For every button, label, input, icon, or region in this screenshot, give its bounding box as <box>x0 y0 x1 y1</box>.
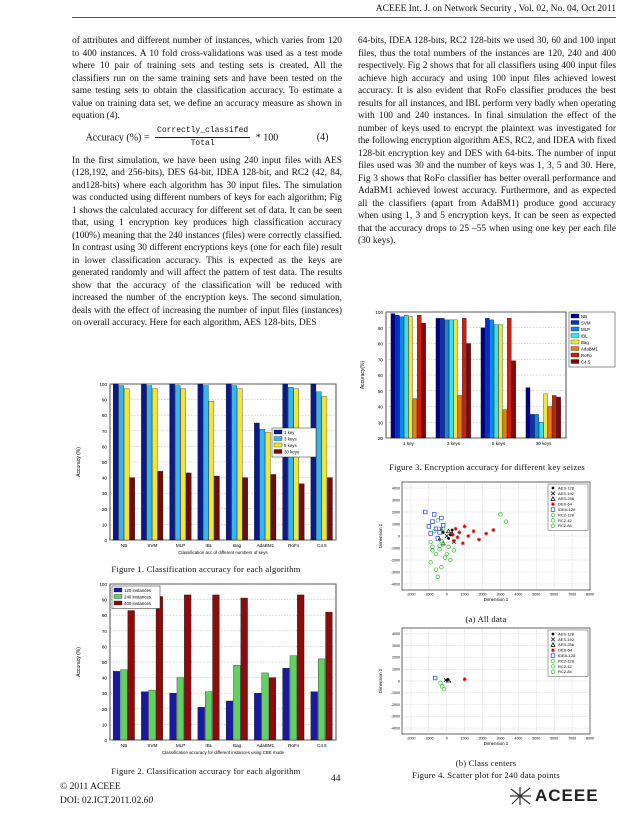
y-tick-label: 4000 <box>392 632 400 637</box>
bar-120-instances-AdaBM1 <box>254 693 261 740</box>
y-tick-label: -2000 <box>390 558 400 563</box>
y-tick-label: 50 <box>101 660 107 665</box>
bar-400-instances-RoFo <box>297 595 304 740</box>
legend-swatch <box>571 347 579 351</box>
x-tick-label: MLP <box>175 743 186 748</box>
figure-4a-scatter <box>376 478 596 608</box>
star-burst-icon <box>508 786 532 806</box>
bar-240-instances-SVM <box>149 690 156 740</box>
legend-entry: RoFo <box>581 352 592 358</box>
bar-240-instances-NB <box>120 670 127 740</box>
y-tick-label: 80 <box>377 341 383 347</box>
equation-rhs: * 100 <box>255 131 279 143</box>
bar-400-instances-IBL <box>213 595 220 740</box>
y-tick-label: 70 <box>101 628 107 634</box>
x-axis-label: Dimension 1 <box>483 597 509 602</box>
y-tick-label: 30 <box>101 491 107 497</box>
bar-MLP-3 keys <box>445 320 449 438</box>
figure-2-caption: Figure 2. Classification accuracy for each algorithm <box>111 766 301 776</box>
equation-fraction <box>155 125 250 151</box>
legend-entry: RC2-84 <box>558 523 572 529</box>
footer-doi-suffix: 60 <box>143 796 154 806</box>
y-tick-label: 4000 <box>392 486 400 491</box>
y-tick-label: -4000 <box>390 582 400 587</box>
footer-doi <box>60 796 153 806</box>
bar-3-keys-C4.5 <box>316 392 321 540</box>
x-tick-label: 7000 <box>568 592 577 597</box>
right-column <box>358 35 616 248</box>
y-tick-label: 60 <box>101 444 107 450</box>
bar-1-key-Bag <box>226 384 231 540</box>
y-tick-label: 20 <box>377 436 383 441</box>
bar-SVM-5 keys <box>485 318 489 438</box>
bar-3-keys-RoFo <box>288 387 293 540</box>
left-column <box>72 35 342 330</box>
bar-5-keys-IBL <box>209 401 214 540</box>
bar-3-keys-IBL <box>203 386 208 540</box>
bar-120-instances-SVM <box>141 692 148 740</box>
x-tick-label: -2000 <box>406 592 416 597</box>
bar-1-key-IBL <box>198 384 203 540</box>
legend-entry: 5 keys <box>284 442 297 448</box>
bar-120-instances-C4.5 <box>311 692 318 740</box>
figure-1-caption: Figure 1. Classification accuracy for each algorithm <box>111 564 301 574</box>
x-tick-label: NB <box>120 743 128 748</box>
bar-3-keys-Bag <box>232 386 237 540</box>
bar-IBL-3 keys <box>449 320 453 438</box>
legend-swatch <box>274 450 282 454</box>
y-tick-label: 3000 <box>392 498 400 503</box>
figure-4b-caption: (b) Class centers <box>455 758 517 768</box>
y-tick-label: 3000 <box>392 643 400 648</box>
legend-entry: 3 keys <box>284 436 297 442</box>
x-tick-label: 1000 <box>460 592 469 597</box>
bar-30-keys-C4.5 <box>327 478 332 540</box>
bar-AdaBM1-1 key <box>413 399 417 438</box>
y-tick-label: 2000 <box>392 510 400 515</box>
x-tick-label: Bag <box>233 743 242 748</box>
x-tick-label: 5 keys <box>491 441 506 446</box>
figure-3-caption: Figure 3. Encryption accuracy for different key seizes <box>389 462 585 472</box>
legend-entry: RC2-42 <box>558 663 572 669</box>
figure-1-chart <box>72 380 340 556</box>
legend-box <box>569 312 615 367</box>
aceee-logo <box>508 786 599 806</box>
bar-1-key-NB <box>113 384 118 540</box>
legend-entry: AES-192 <box>558 490 575 496</box>
figure-4-caption: Figure 4. Scatter plot for 240 data points <box>412 770 560 780</box>
y-tick-label: -2000 <box>390 702 400 707</box>
bar-30-keys-NB <box>130 478 135 540</box>
x-tick-label: 5000 <box>532 592 541 597</box>
footer-doi-text: DOI: 02.ICT.2011.02. <box>60 796 144 806</box>
legend-entry: DES-64 <box>558 647 573 653</box>
equation-number: (4) <box>316 131 329 143</box>
bar-NB-3 keys <box>436 318 440 438</box>
y-tick-label: 2000 <box>392 655 400 660</box>
bar-30-keys-RoFo <box>299 484 304 540</box>
legend-swatch <box>274 430 282 434</box>
y-tick-label: 40 <box>101 475 107 481</box>
x-tick-label: -1000 <box>424 736 434 741</box>
legend-marker <box>552 487 555 490</box>
bar-Bag-1 key <box>409 317 413 438</box>
bar-5-keys-Bag <box>237 389 242 540</box>
bar-C4.5-3 keys <box>467 344 471 439</box>
y-tick-label: 80 <box>101 613 107 619</box>
bar-RoFo-3 keys <box>462 318 466 438</box>
legend-swatch <box>571 327 579 331</box>
y-tick-label: 40 <box>101 675 107 681</box>
y-tick-label: 20 <box>101 706 107 712</box>
legend-entry: AES-128 <box>558 631 575 637</box>
y-tick-label: 1000 <box>392 522 400 527</box>
x-tick-label: 1 key <box>403 441 414 446</box>
y-tick-label: 60 <box>101 644 107 650</box>
legend-entry: AES-256 <box>558 642 575 648</box>
bar-Bag-3 keys <box>454 320 458 438</box>
y-tick-label: 20 <box>101 506 107 512</box>
bar-5-keys-C4.5 <box>322 396 327 540</box>
x-tick-label: 3000 <box>496 736 505 741</box>
bar-400-instances-NB <box>128 611 135 740</box>
bar-SVM-1 key <box>395 315 399 438</box>
x-tick-label: 4000 <box>514 592 523 597</box>
legend-swatch <box>114 588 122 592</box>
legend-entry: MLP <box>581 326 591 332</box>
legend-entry: 400 instances <box>124 600 152 606</box>
x-axis-label: Classification acc of different numbers of keys <box>178 550 268 555</box>
x-axis-label: Classification accuracy for different instances using CBE mode <box>162 750 284 755</box>
y-axis-label: Accuracy(%) <box>360 360 366 390</box>
legend-entry: AES-192 <box>558 636 575 642</box>
x-tick-label: 8000 <box>586 736 594 741</box>
x-tick-label: 30 keys <box>535 441 552 446</box>
x-tick-label: -2000 <box>406 736 416 741</box>
bar-5-keys-AdaBM1 <box>265 432 270 540</box>
bar-240-instances-MLP <box>177 678 184 740</box>
bar-1-key-MLP <box>170 384 175 540</box>
legend-entry: 30 keys <box>284 449 300 455</box>
legend-swatch <box>571 353 579 357</box>
bar-240-instances-C4.5 <box>318 659 325 740</box>
y-tick-label: -1000 <box>390 546 400 551</box>
bar-Bag-30 keys <box>544 394 548 438</box>
figure-4a-caption: (a) All data <box>465 614 507 624</box>
legend-entry: IDEA-128 <box>558 507 576 512</box>
y-axis-label: Dimension 2 <box>378 523 383 549</box>
y-tick-label: 40 <box>377 404 383 410</box>
bar-C4.5-1 key <box>422 323 426 438</box>
x-tick-label: 3 keys <box>446 441 461 446</box>
legend-swatch <box>571 340 579 344</box>
y-axis-label: Accuracy (%) <box>76 647 82 677</box>
equation-numerator: Correctly_classifed <box>155 125 250 139</box>
bar-120-instances-RoFo <box>283 668 290 740</box>
bar-1-key-C4.5 <box>311 384 316 540</box>
x-tick-label: 6000 <box>550 592 559 597</box>
legend-marker <box>552 633 555 636</box>
bar-MLP-30 keys <box>535 414 539 438</box>
bar-400-instances-SVM <box>156 596 163 740</box>
y-tick-label: 90 <box>101 597 107 603</box>
bar-30-keys-IBL <box>214 476 219 540</box>
bar-5-keys-NB <box>124 389 129 540</box>
bar-400-instances-Bag <box>241 598 248 740</box>
x-tick-label: AdaBM1 <box>256 743 275 748</box>
y-tick-label: 1000 <box>392 667 400 672</box>
bar-MLP-1 key <box>400 317 404 438</box>
bar-120-instances-MLP <box>170 693 177 740</box>
bar-3-keys-MLP <box>175 386 180 540</box>
legend-entry: 120 instances <box>124 587 152 593</box>
y-tick-label: 100 <box>375 310 383 315</box>
bar-C4.5-5 keys <box>512 361 516 438</box>
legend-swatch <box>274 437 282 441</box>
x-tick-label: SVM <box>147 543 158 548</box>
legend-entry: 240 instances <box>124 594 152 600</box>
legend-swatch <box>274 443 282 447</box>
legend-entry: RC2-128 <box>558 658 575 664</box>
legend-entry: 1 key <box>284 429 295 435</box>
bar-NB-30 keys <box>526 388 530 438</box>
figure-4b-scatter <box>376 624 596 752</box>
bar-C4.5-30 keys <box>557 397 561 438</box>
legend-swatch <box>571 334 579 338</box>
bar-IBL-5 keys <box>494 325 498 438</box>
x-tick-label: 1000 <box>460 736 469 741</box>
legend-entry: AES-256 <box>558 496 575 502</box>
bar-1-key-SVM <box>141 384 146 540</box>
x-tick-label: 2000 <box>478 592 487 597</box>
header-rule <box>72 17 616 18</box>
x-tick-label: NB <box>120 543 128 548</box>
logo-text: ACEEE <box>535 786 599 805</box>
legend-swatch <box>571 321 579 325</box>
legend-entry: NB <box>581 313 588 319</box>
y-tick-label: 10 <box>101 722 107 728</box>
legend-entry: C4.5 <box>581 359 591 365</box>
page-number: 44 <box>331 774 341 784</box>
legend-entry: RC2-84 <box>558 669 572 675</box>
bar-30-keys-Bag <box>243 478 248 540</box>
bar-SVM-3 keys <box>440 318 444 438</box>
bar-30-keys-AdaBM1 <box>271 474 276 540</box>
bar-120-instances-Bag <box>226 701 233 740</box>
bar-30-keys-SVM <box>158 471 163 540</box>
y-tick-label: 100 <box>99 382 107 387</box>
bar-SVM-30 keys <box>530 414 534 438</box>
legend-entry: IBL <box>581 333 588 339</box>
y-tick-label: 90 <box>377 325 383 331</box>
legend-entry: RC2-128 <box>558 512 575 518</box>
bar-3-keys-NB <box>119 386 124 540</box>
bar-IBL-1 key <box>404 315 408 438</box>
bar-NB-5 keys <box>481 328 485 438</box>
y-axis-label: Dimension 2 <box>378 668 383 694</box>
bar-5-keys-RoFo <box>294 389 299 540</box>
bar-240-instances-IBL <box>205 692 212 740</box>
legend-swatch <box>114 595 122 599</box>
bar-MLP-5 keys <box>490 320 494 438</box>
x-tick-label: C4.5 <box>317 543 327 548</box>
accuracy-equation <box>72 125 342 151</box>
x-tick-label: 4000 <box>514 736 523 741</box>
y-tick-label: 30 <box>377 420 383 426</box>
y-tick-label: 10 <box>101 522 107 528</box>
x-tick-label: IBL <box>205 543 213 548</box>
y-tick-label: 0 <box>104 738 107 743</box>
bar-5-keys-MLP <box>181 389 186 540</box>
bar-120-instances-IBL <box>198 707 205 740</box>
y-tick-label: 50 <box>101 460 107 465</box>
legend-entry: RC2-42 <box>558 517 572 523</box>
equation-denominator: Total <box>190 139 215 148</box>
bar-240-instances-Bag <box>233 665 240 740</box>
y-axis-label: Accuracy (%) <box>76 447 82 477</box>
x-tick-label: 7000 <box>568 736 577 741</box>
y-tick-label: 0 <box>398 534 400 539</box>
x-tick-label: 6000 <box>550 736 559 741</box>
left-paragraph-1: of attributes and different number of instances, which varies from 120 to 400 instances. A 10 fold cross-validations was used as a test mode where 10 pair of training sets and testing sets is created. All the classifiers run on the same training sets and have been tested on the same testing sets to obtain the classification accuracy. To estimate a value on training data set, we define an accuracy measure as shown in equation (4). <box>72 36 342 121</box>
x-tick-label: MLP <box>175 543 186 548</box>
bar-240-instances-AdaBM1 <box>262 673 269 740</box>
x-tick-label: -1000 <box>424 592 434 597</box>
bar-3-keys-SVM <box>147 386 152 540</box>
figure-2-chart <box>72 580 340 758</box>
x-tick-label: 3000 <box>496 592 505 597</box>
bar-NB-1 key <box>391 314 395 438</box>
y-tick-label: 70 <box>101 428 107 434</box>
y-tick-label: 0 <box>104 538 107 543</box>
y-tick-label: -3000 <box>390 570 400 575</box>
bar-400-instances-C4.5 <box>326 612 333 740</box>
bar-1-key-AdaBM1 <box>254 423 259 540</box>
y-tick-label: -4000 <box>390 726 400 731</box>
y-tick-label: 0 <box>398 679 400 684</box>
x-tick-label: 2000 <box>478 736 487 741</box>
x-tick-label: 0 <box>445 592 448 597</box>
y-tick-label: 80 <box>101 413 107 419</box>
y-tick-label: 50 <box>377 388 383 394</box>
legend-entry: Bag <box>581 339 589 345</box>
x-tick-label: AdaBM1 <box>256 543 275 548</box>
bar-AdaBM1-3 keys <box>458 395 462 438</box>
legend-entry: AdaBM1 <box>581 346 598 352</box>
y-tick-label: 70 <box>377 357 383 363</box>
x-tick-label: RoFo <box>288 543 300 548</box>
point-AES-128 <box>442 531 445 534</box>
figure-3-chart <box>356 308 618 456</box>
x-axis-label: Dimension 1 <box>483 741 509 746</box>
x-tick-label: 8000 <box>586 592 594 597</box>
x-tick-label: RoFo <box>288 743 300 748</box>
y-tick-label: 100 <box>99 582 107 587</box>
x-tick-label: SVM <box>147 743 158 748</box>
bar-IBL-30 keys <box>539 422 543 438</box>
bar-AdaBM1-5 keys <box>503 410 507 438</box>
y-tick-label: -3000 <box>390 714 400 719</box>
y-tick-label: 60 <box>377 373 383 378</box>
y-tick-label: 30 <box>101 691 107 697</box>
x-tick-label: IBL <box>205 743 213 748</box>
bar-AdaBM1-30 keys <box>548 407 552 439</box>
bar-30-keys-MLP <box>186 473 191 540</box>
legend-entry: DES-64 <box>558 501 573 507</box>
y-tick-label: 90 <box>101 397 107 403</box>
legend-swatch <box>571 360 579 364</box>
x-tick-label: Bag <box>233 543 242 548</box>
x-tick-label: 0 <box>445 736 448 741</box>
bar-1-key-RoFo <box>283 384 288 540</box>
left-paragraph-2: In the first simulation, we have been using 240 input files with AES (128,192, and 256-bits), DES 64-bit, IDEA 128-bit, and RC2 (42, 84, and128-bits) where each algorithm has 30 input files. The simulation was conducted using different numbers of keys for each algorithm; Fig 1 shows the calculated accuracy for different set of data. It can be seen that, using 1 encryption key produces high classification accuracy (100%) meaning that the 240 instances (files) were correctly classified. In contrast using 30 different encryptions keys (one for each file) result in lower classification accuracy. This is expected as the keys are generated randomly and will affect the pattern of test data. The results show that the accuracy of the classification will be reduced with increased the number of the encryption keys. The second simulation, deals with the effect of increasing the number of input files (instances) on overall accuracy. Here for each algorithm, AES 128-bits, DES <box>72 155 342 328</box>
bar-RoFo-30 keys <box>552 395 556 438</box>
legend-entry: AES-128 <box>558 485 575 491</box>
bar-RoFo-1 key <box>417 315 421 438</box>
x-tick-label: C4.5 <box>317 743 327 748</box>
legend-entry: IDEA-128 <box>558 653 576 658</box>
y-tick-label: -1000 <box>390 691 400 696</box>
bar-120-instances-NB <box>113 671 120 740</box>
bar-RoFo-5 keys <box>507 318 511 438</box>
footer-copyright: © 2011 ACEEE <box>60 782 121 792</box>
bar-240-instances-RoFo <box>290 656 297 740</box>
running-head: ACEEE Int. J. on Network Security , Vol. 02, No. 04, Oct 2011 <box>375 4 616 14</box>
legend-entry: SVM <box>581 320 591 326</box>
right-paragraph-1: 64-bits, IDEA 128-bits, RC2 128-bits we used 30, 60 and 100 input files, thus the total numbers of the instances are 120, 240 and 400 respectively. Fig 2 shows that for all classifiers using 400 input files achieve high accuracy and using 100 input files achieved lowest accuracy. It is also evident that RoFo classifier produces the best results for all instances, and IBL perform very badly when operating with 100 and 240 instances. In final simulation the effect of the number of keys used to encrypt the plaintext was investigated for the following encryption algorithm AES, RC2, and IDEA with fixed 128-bit encryption key and DES with 64-bits. The number of input files used was 30 and the number of keys was 1, 3, 5 and 30. Here, Fig 3 shows that RoFo classifier has better overall performance and AdaBM1 achieved lowest accuracy. Furthermore, and as expected all the classifiers (apart from AdaBM1) produce good accuracy when using 1, 3 and 5 encryption keys. It can be seen as expected that the accuracy drops to 25 –55 when using one key per each file (30 keys). <box>358 36 616 246</box>
x-tick-label: 5000 <box>532 736 541 741</box>
bar-400-instances-MLP <box>184 595 191 740</box>
bar-3-keys-AdaBM1 <box>260 429 265 540</box>
legend-swatch <box>571 314 579 318</box>
bar-Bag-5 keys <box>499 325 503 438</box>
legend-swatch <box>114 601 122 605</box>
bar-400-instances-AdaBM1 <box>269 678 276 740</box>
bar-5-keys-SVM <box>152 389 157 540</box>
equation-lhs: Accuracy (%) = <box>85 131 150 143</box>
